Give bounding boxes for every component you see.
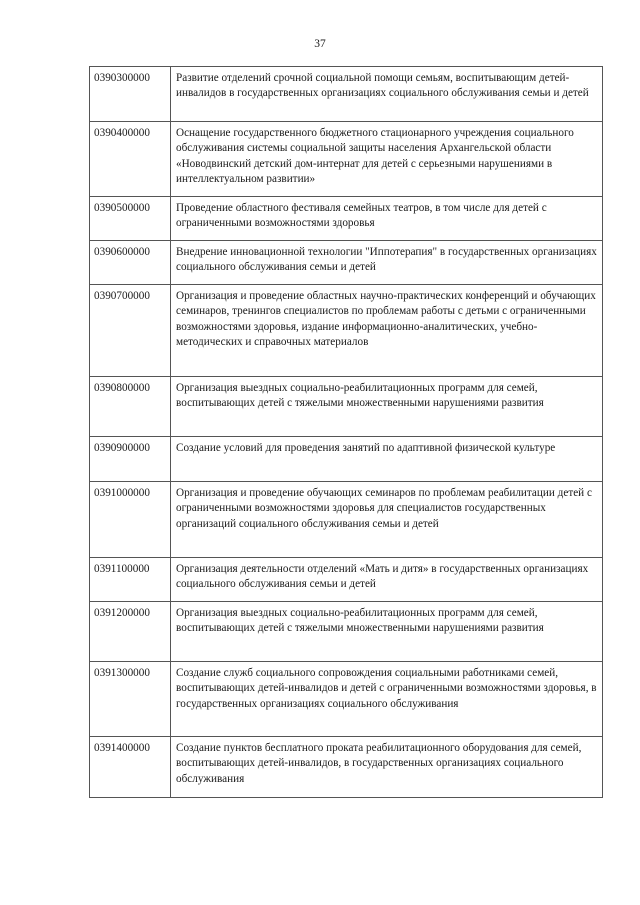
row-code: 0390800000	[90, 377, 171, 437]
row-code: 0391000000	[90, 482, 171, 558]
table-row	[90, 197, 603, 241]
row-description: Организация деятельности отделений «Мать и дитя» в государственных организациях социального обслуживания семьи и детей	[171, 558, 603, 602]
row-code: 0390700000	[90, 285, 171, 377]
row-description: Организация и проведение обучающих семинаров по проблемам реабилитации детей с ограниченными возможностями здоровья для специалистов государственных организаций социального обслуживания семьи и детей	[171, 482, 603, 558]
row-description: Организация выездных социально-реабилитационных программ для семей, воспитывающих детей с тяжелыми множественными нарушениями развития	[171, 602, 603, 662]
table-row	[90, 602, 603, 662]
table-body	[90, 67, 603, 798]
table-row	[90, 67, 603, 122]
row-description: Организация выездных социально-реабилитационных программ для семей, воспитывающих детей с тяжелыми множественными нарушениями развития	[171, 377, 603, 437]
table-row	[90, 662, 603, 737]
row-description: Оснащение государственного бюджетного стационарного учреждения социального обслуживания системы социальной защиты населения Архангельской области «Новодвинский детский дом-интернат для детей с серьезными нарушениями в интеллектуальном развитии»	[171, 122, 603, 197]
row-description: Организация и проведение областных научно-практических конференций и обучающих семинаров, тренингов специалистов по проблемам работы с детьми с ограниченными возможностями здоровья, издание информационно-аналитических, учебно-методических и справочных материалов	[171, 285, 603, 377]
table-row	[90, 437, 603, 482]
row-code: 0390500000	[90, 197, 171, 241]
table-row	[90, 737, 603, 798]
row-description: Создание пунктов бесплатного проката реабилитационного оборудования для семей, воспитывающих детей-инвалидов, в государственных организациях социального обслуживания	[171, 737, 603, 798]
row-description: Развитие отделений срочной социальной помощи семьям, воспитывающим детей-инвалидов в государственных организациях социального обслуживания семьи и детей	[171, 67, 603, 122]
row-code: 0391400000	[90, 737, 171, 798]
row-description: Внедрение инновационной технологии "Иппотерапия" в государственных организациях социального обслуживания семьи и детей	[171, 241, 603, 285]
row-code: 0390300000	[90, 67, 171, 122]
table-row	[90, 285, 603, 377]
row-code: 0391100000	[90, 558, 171, 602]
row-description: Создание условий для проведения занятий по адаптивной физической культуре	[171, 437, 603, 482]
table-row	[90, 241, 603, 285]
table-row	[90, 122, 603, 197]
page-number: 37	[314, 38, 326, 50]
row-description: Создание служб социального сопровождения социальными работниками семей, воспитывающих детей-инвалидов и детей с ограниченными возможностями здоровья, в государственных организациях социального обслуживания	[171, 662, 603, 737]
row-code: 0390600000	[90, 241, 171, 285]
table-row	[90, 558, 603, 602]
row-code: 0390900000	[90, 437, 171, 482]
row-code: 0391200000	[90, 602, 171, 662]
table-row	[90, 482, 603, 558]
row-code: 0391300000	[90, 662, 171, 737]
row-code: 0390400000	[90, 122, 171, 197]
budget-code-table	[89, 66, 603, 798]
row-description: Проведение областного фестиваля семейных театров, в том числе для детей с ограниченными возможностями здоровья	[171, 197, 603, 241]
table-row	[90, 377, 603, 437]
